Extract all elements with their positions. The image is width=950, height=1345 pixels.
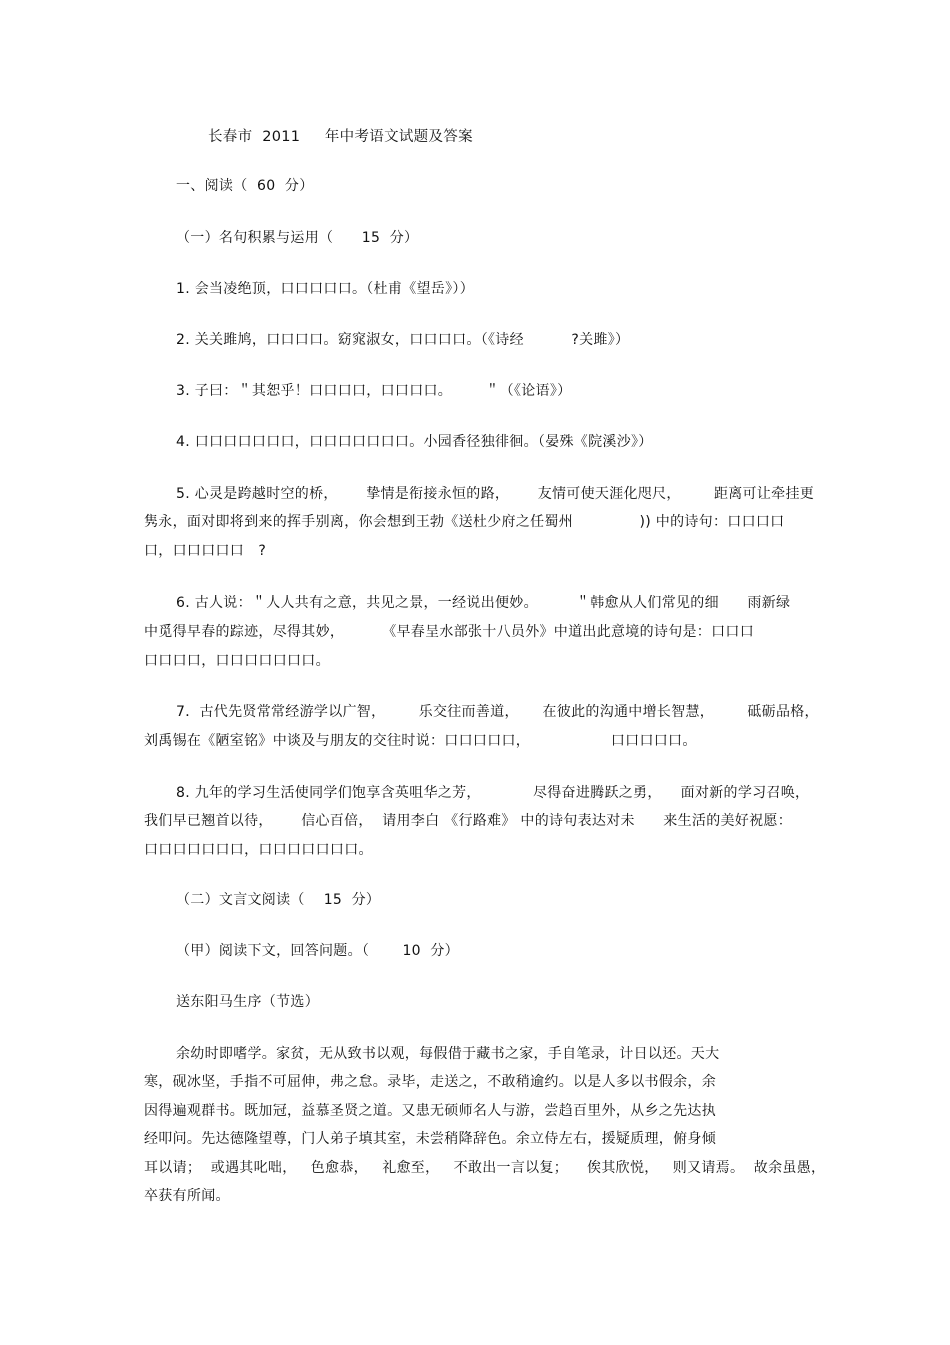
question-5-line: 口，口口口口口 ? <box>144 543 267 559</box>
question-7-line: 刘禹锡在《陋室铭》中谈及与朋友的交往时说：口口口口口， 口口口口口。 <box>144 733 697 749</box>
question-3: 3. 子曰：＂其恕乎！口口口口，口口口口。 ＂（《论语》） <box>176 383 572 399</box>
passage-title: 送东阳马生序（节选） <box>176 994 319 1010</box>
question-5-line: 5. 心灵是跨越时空的桥， 挚情是衔接永恒的路， 友情可使天涯化咫尺， 距离可让牵挂更 <box>176 486 815 502</box>
subsection-famous-quotes-heading: （一）名句积累与运用（ 15 分） <box>176 230 419 246</box>
question-8-line: 8. 九年的学习生活使同学们饱享含英咀华之芳， 尽得奋进腾跃之勇， 面对新的学习召唤， <box>176 785 810 801</box>
question-2: 2. 关关雎鸠，口口口口。窈窕淑女，口口口口。（《诗经 ?关雎》） <box>176 332 630 348</box>
passage-line: 耳以请； 或遇其叱咄， 色愈恭， 礼愈至， 不敢出一言以复； 俟其欣悦， 则又请焉。 故余虽愚， <box>144 1160 826 1176</box>
subsection-classical-reading-heading: （二）文言文阅读（ 15 分） <box>176 892 381 908</box>
subsection-a-heading: （甲）阅读下文，回答问题。（ 10 分） <box>176 943 459 959</box>
section-reading-heading: 一、阅读（ 60 分） <box>176 178 314 194</box>
question-4: 4. 口口口口口口口，口口口口口口口。小园香径独徘徊。（晏殊《院溪沙》） <box>176 434 653 450</box>
document-title: 长春市 2011 年中考语文试题及答案 <box>208 129 473 145</box>
question-5-line: 隽永，面对即将到来的挥手别离，你会想到王勃《送杜少府之任蜀州 )) 中的诗句：口口口口 <box>144 514 785 530</box>
question-1: 1. 会当凌绝顶，口口口口口。（杜甫《望岳》）） <box>176 281 475 297</box>
question-8-line: 我们早已翘首以待， 信心百倍， 请用李白 《行路难》 中的诗句表达对未 来生活的美好祝愿： <box>144 813 792 829</box>
passage-line: 寒，砚冰坚，手指不可屈伸，弗之怠。录毕，走送之，不敢稍逾约。以是人多以书假余，余 <box>144 1074 716 1090</box>
question-6-line: 口口口口，口口口口口口口。 <box>144 653 330 669</box>
passage-line: 卒获有所闻。 <box>144 1188 230 1204</box>
question-6-line: 中觅得早春的踪迹，尽得其妙， 《早春呈水部张十八员外》中道出此意境的诗句是：口口口 <box>144 624 754 640</box>
question-6-line: 6. 古人说：＂人人共有之意，共见之景，一经说出便妙。 ＂韩愈从人们常见的细 雨新绿 <box>176 595 791 611</box>
passage-line: 因得遍观群书。既加冠，益慕圣贤之道。又患无硕师名人与游，尝趋百里外，从乡之先达执 <box>144 1103 716 1119</box>
passage-line: 余幼时即嗜学。家贫，无从致书以观，每假借于藏书之家，手自笔录，计日以还。天大 <box>176 1046 720 1062</box>
question-7-line: 7．古代先贤常常经游学以广智， 乐交往而善道， 在彼此的沟通中增长智慧， 砥砺品格， <box>176 704 819 720</box>
passage-line: 经叩问。先达德隆望尊，门人弟子填其室，未尝稍降辞色。余立侍左右，援疑质理，俯身倾 <box>144 1131 716 1147</box>
question-8-line: 口口口口口口口，口口口口口口口。 <box>144 842 373 858</box>
